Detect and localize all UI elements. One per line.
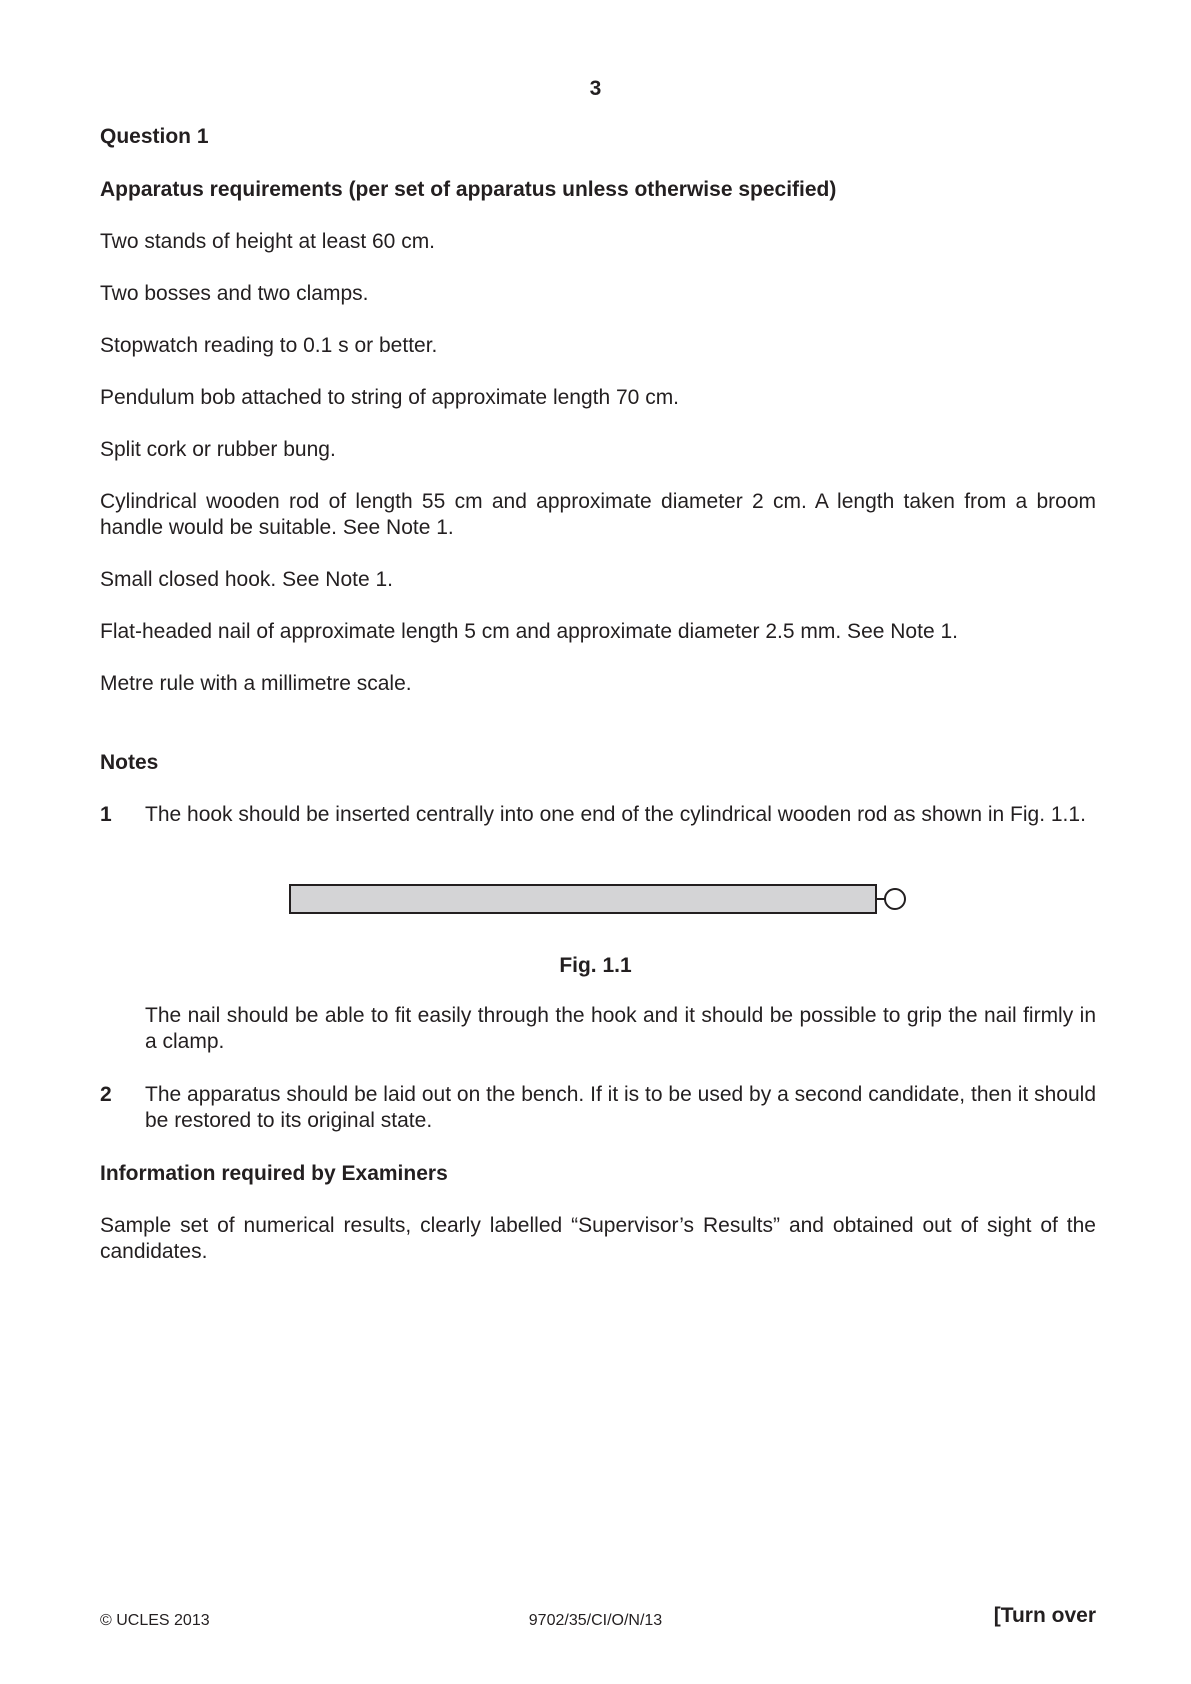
apparatus-item: Stopwatch reading to 0.1 s or better. <box>100 334 438 357</box>
apparatus-item: Metre rule with a millimetre scale. <box>100 672 412 695</box>
apparatus-heading: Apparatus requirements (per set of apparatus unless otherwise specified) <box>100 178 837 201</box>
hook-icon <box>885 889 905 909</box>
note-followup-text: The nail should be able to fit easily through the hook and it should be possible to grip the nail firmly in a clamp. <box>145 1004 1096 1053</box>
figure-caption: Fig. 1.1 <box>559 954 632 977</box>
note-text: The apparatus should be laid out on the bench. If it is to be used by a second candidate, then it should be restored to its original state. <box>145 1083 1096 1132</box>
apparatus-item: Pendulum bob attached to string of approximate length 70 cm. <box>100 386 680 409</box>
note-text: The hook should be inserted centrally into one end of the cylindrical wooden rod as shown in Fig. 1.1. <box>145 803 1086 826</box>
note-number: 2 <box>100 1083 112 1106</box>
apparatus-item: Cylindrical wooden rod of length 55 cm and approximate diameter 2 cm. A length taken from a broom handle would be suitable. See Note 1. <box>100 490 1096 539</box>
note-number: 1 <box>100 803 112 826</box>
apparatus-item: Flat-headed nail of approximate length 5 cm and approximate diameter 2.5 mm. See Note 1. <box>100 620 958 643</box>
examiners-text: Sample set of numerical results, clearly labelled “Supervisor’s Results” and obtained out of sight of the candidates. <box>100 1214 1096 1263</box>
footer-copyright: © UCLES 2013 <box>100 1612 210 1629</box>
apparatus-item: Small closed hook. See Note 1. <box>100 568 393 591</box>
footer-turn-over: [Turn over <box>993 1604 1096 1627</box>
apparatus-item: Split cork or rubber bung. <box>100 438 336 461</box>
examiners-heading: Information required by Examiners <box>100 1162 448 1185</box>
notes-heading: Notes <box>100 751 159 774</box>
question-title: Question 1 <box>100 125 209 148</box>
footer-code: 9702/35/CI/O/N/13 <box>528 1612 663 1629</box>
apparatus-item: Two stands of height at least 60 cm. <box>100 230 436 253</box>
page-number: 3 <box>589 77 602 100</box>
rod-with-hook-figure <box>285 880 910 918</box>
apparatus-item: Two bosses and two clamps. <box>100 282 369 305</box>
wooden-rod <box>290 885 876 913</box>
